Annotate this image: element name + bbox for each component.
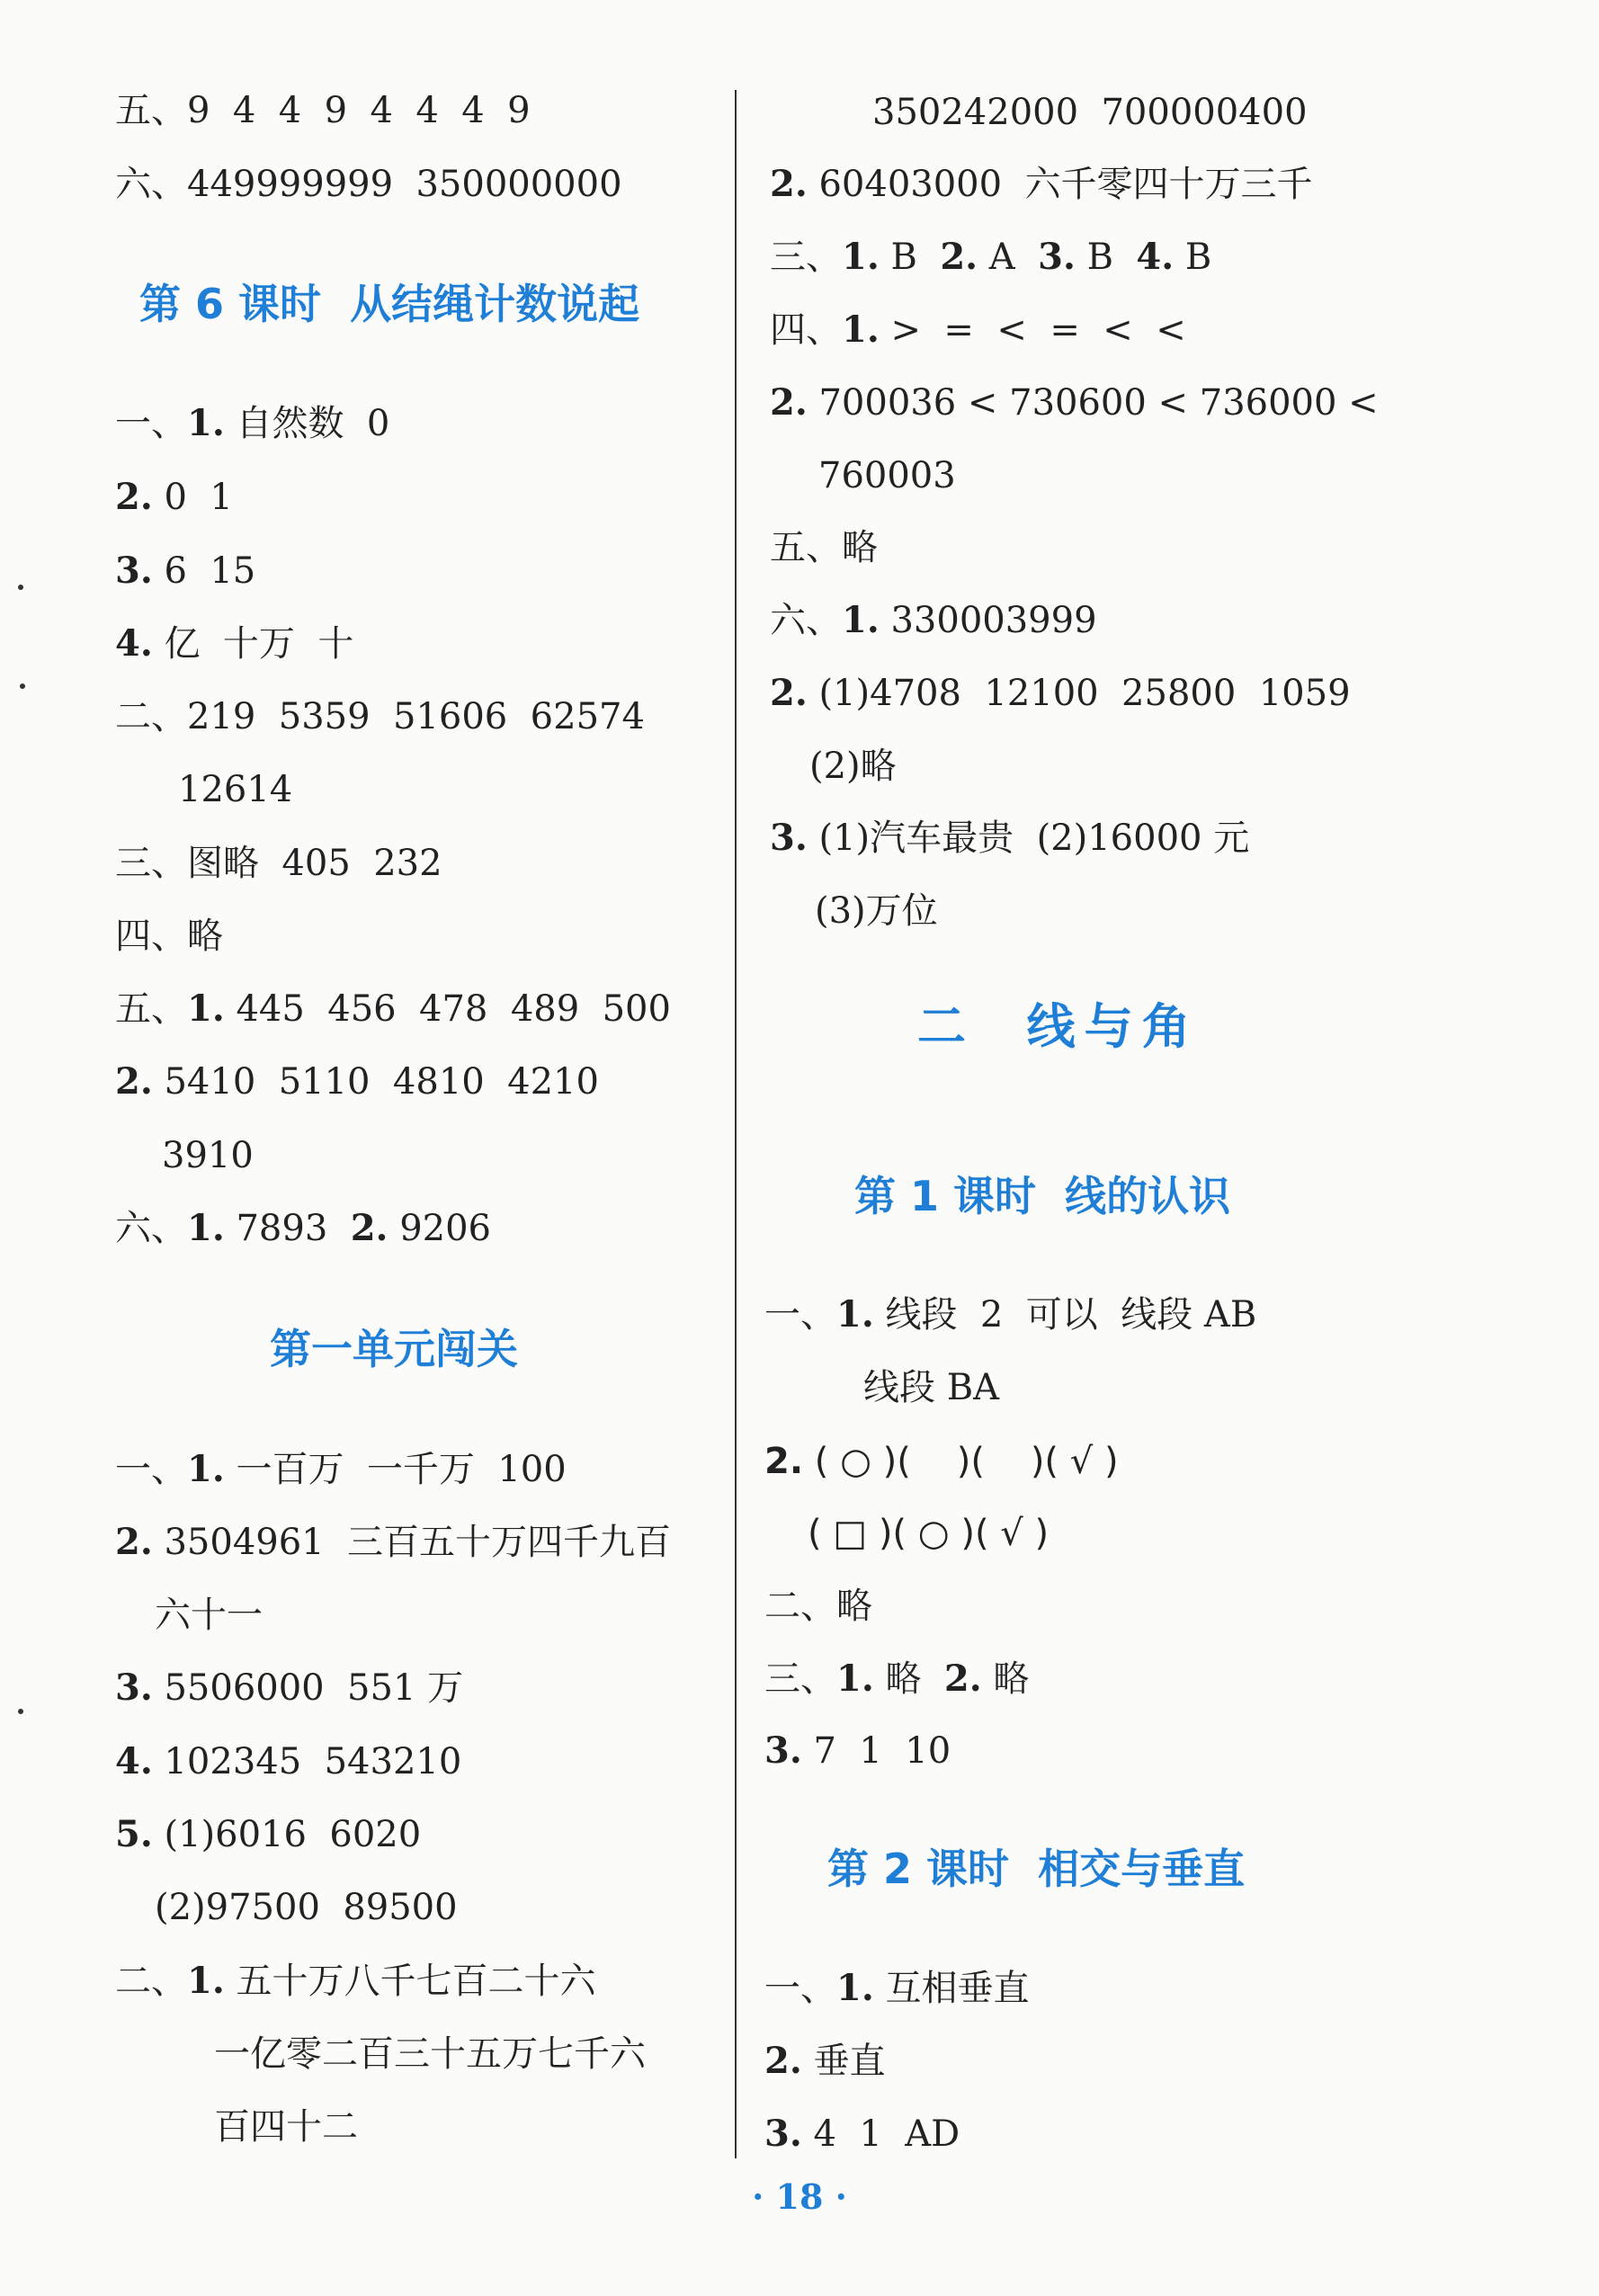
answer-line: 一、1. 线段 2 可以 线段 AB (764, 1293, 1257, 1336)
answer-line: 四、略 (115, 916, 223, 957)
margin-mark (18, 1709, 23, 1714)
answer-line: 3. 6 15 (115, 549, 256, 592)
answer-line: 二、219 5359 51606 62574 (115, 696, 645, 737)
lesson-heading: 第 1 课时 线的认识 (854, 1172, 1231, 1220)
answer-line: 二、1. 五十万八千七百二十六 (115, 1960, 596, 2002)
chapter-heading: 二 线与角 (917, 998, 1200, 1055)
answer-line: (3)万位 (815, 890, 938, 932)
answer-line: 2. 700036 < 730600 < 736000 < (770, 381, 1379, 424)
answer-line: 一、1. 一百万 一千万 100 (115, 1448, 567, 1490)
column-divider (735, 90, 737, 2158)
margin-mark (20, 683, 25, 689)
answer-line: 一亿零二百三十五万七千六 (214, 2033, 646, 2075)
answer-line: 一、1. 自然数 0 (115, 402, 390, 444)
answer-line: 三、图略 405 232 (115, 843, 442, 884)
answer-line: 六十一 (155, 1595, 263, 1636)
answer-line: 一、1. 互相垂直 (764, 1967, 1030, 2009)
answer-line: 百四十二 (214, 2106, 358, 2148)
answer-line: 2. 3504961 三百五十万四千九百 (115, 1521, 672, 1563)
answer-line: 五、9 4 4 9 4 4 4 9 (115, 90, 531, 131)
answer-line: 六、449999999 350000000 (115, 164, 622, 205)
answer-line: 2. 60403000 六千零四十万三千 (770, 163, 1313, 205)
answer-line: 2. 5410 5110 4810 4210 (115, 1060, 599, 1103)
answer-line: 2. 0 1 (115, 476, 233, 518)
answer-line: (2)97500 89500 (155, 1887, 458, 1928)
answer-line: 350242000 700000400 (872, 92, 1308, 133)
answer-line: 2. 垂直 (764, 2040, 886, 2082)
answer-line: ( □ )( ○ )( √ ) (808, 1513, 1050, 1554)
answer-line: 四、1. > = < = < < (770, 308, 1186, 351)
answer-line: 2. (1)4708 12100 25800 1059 (770, 672, 1351, 714)
answer-line: 五、略 (770, 527, 878, 568)
answer-line: 4. 亿 十万 十 (115, 622, 354, 665)
margin-mark (18, 585, 23, 590)
answer-line: 3. 5506000 551 万 (115, 1666, 464, 1709)
answer-line: 三、1. 略 2. 略 (764, 1657, 1030, 1700)
answer-line: 2. ( ○ )( )( )( √ ) (764, 1441, 1119, 1482)
lesson-heading: 第 2 课时 相交与垂直 (827, 1845, 1246, 1893)
answer-line: 760003 (818, 455, 956, 496)
lesson-heading: 第 6 课时 从结绳计数说起 (139, 280, 640, 328)
unit-heading: 第一单元闯关 (270, 1325, 518, 1373)
answer-line: 3910 (162, 1135, 254, 1176)
answer-line: (2)略 (809, 746, 897, 787)
answer-line: 4. 102345 543210 (115, 1740, 462, 1782)
answer-line: 12614 (178, 769, 293, 810)
answer-line: 5. (1)6016 6020 (115, 1813, 422, 1855)
answer-line: 线段 BA (863, 1367, 999, 1408)
answer-line: 3. 4 1 AD (764, 2113, 960, 2155)
answer-line: 六、1. 330003999 (770, 599, 1097, 641)
answer-line: 三、1. B 2. A 3. B 4. B (770, 236, 1212, 278)
answer-line: 3. (1)汽车最贵 (2)16000 元 (770, 817, 1250, 859)
answer-line: 六、1. 7893 2. 9206 (115, 1207, 491, 1249)
answer-line: 二、略 (764, 1586, 872, 1627)
page-number: · 18 · (752, 2176, 847, 2217)
answer-line: 五、1. 445 456 478 489 500 (115, 987, 671, 1030)
answer-line: 3. 7 1 10 (764, 1729, 951, 1772)
